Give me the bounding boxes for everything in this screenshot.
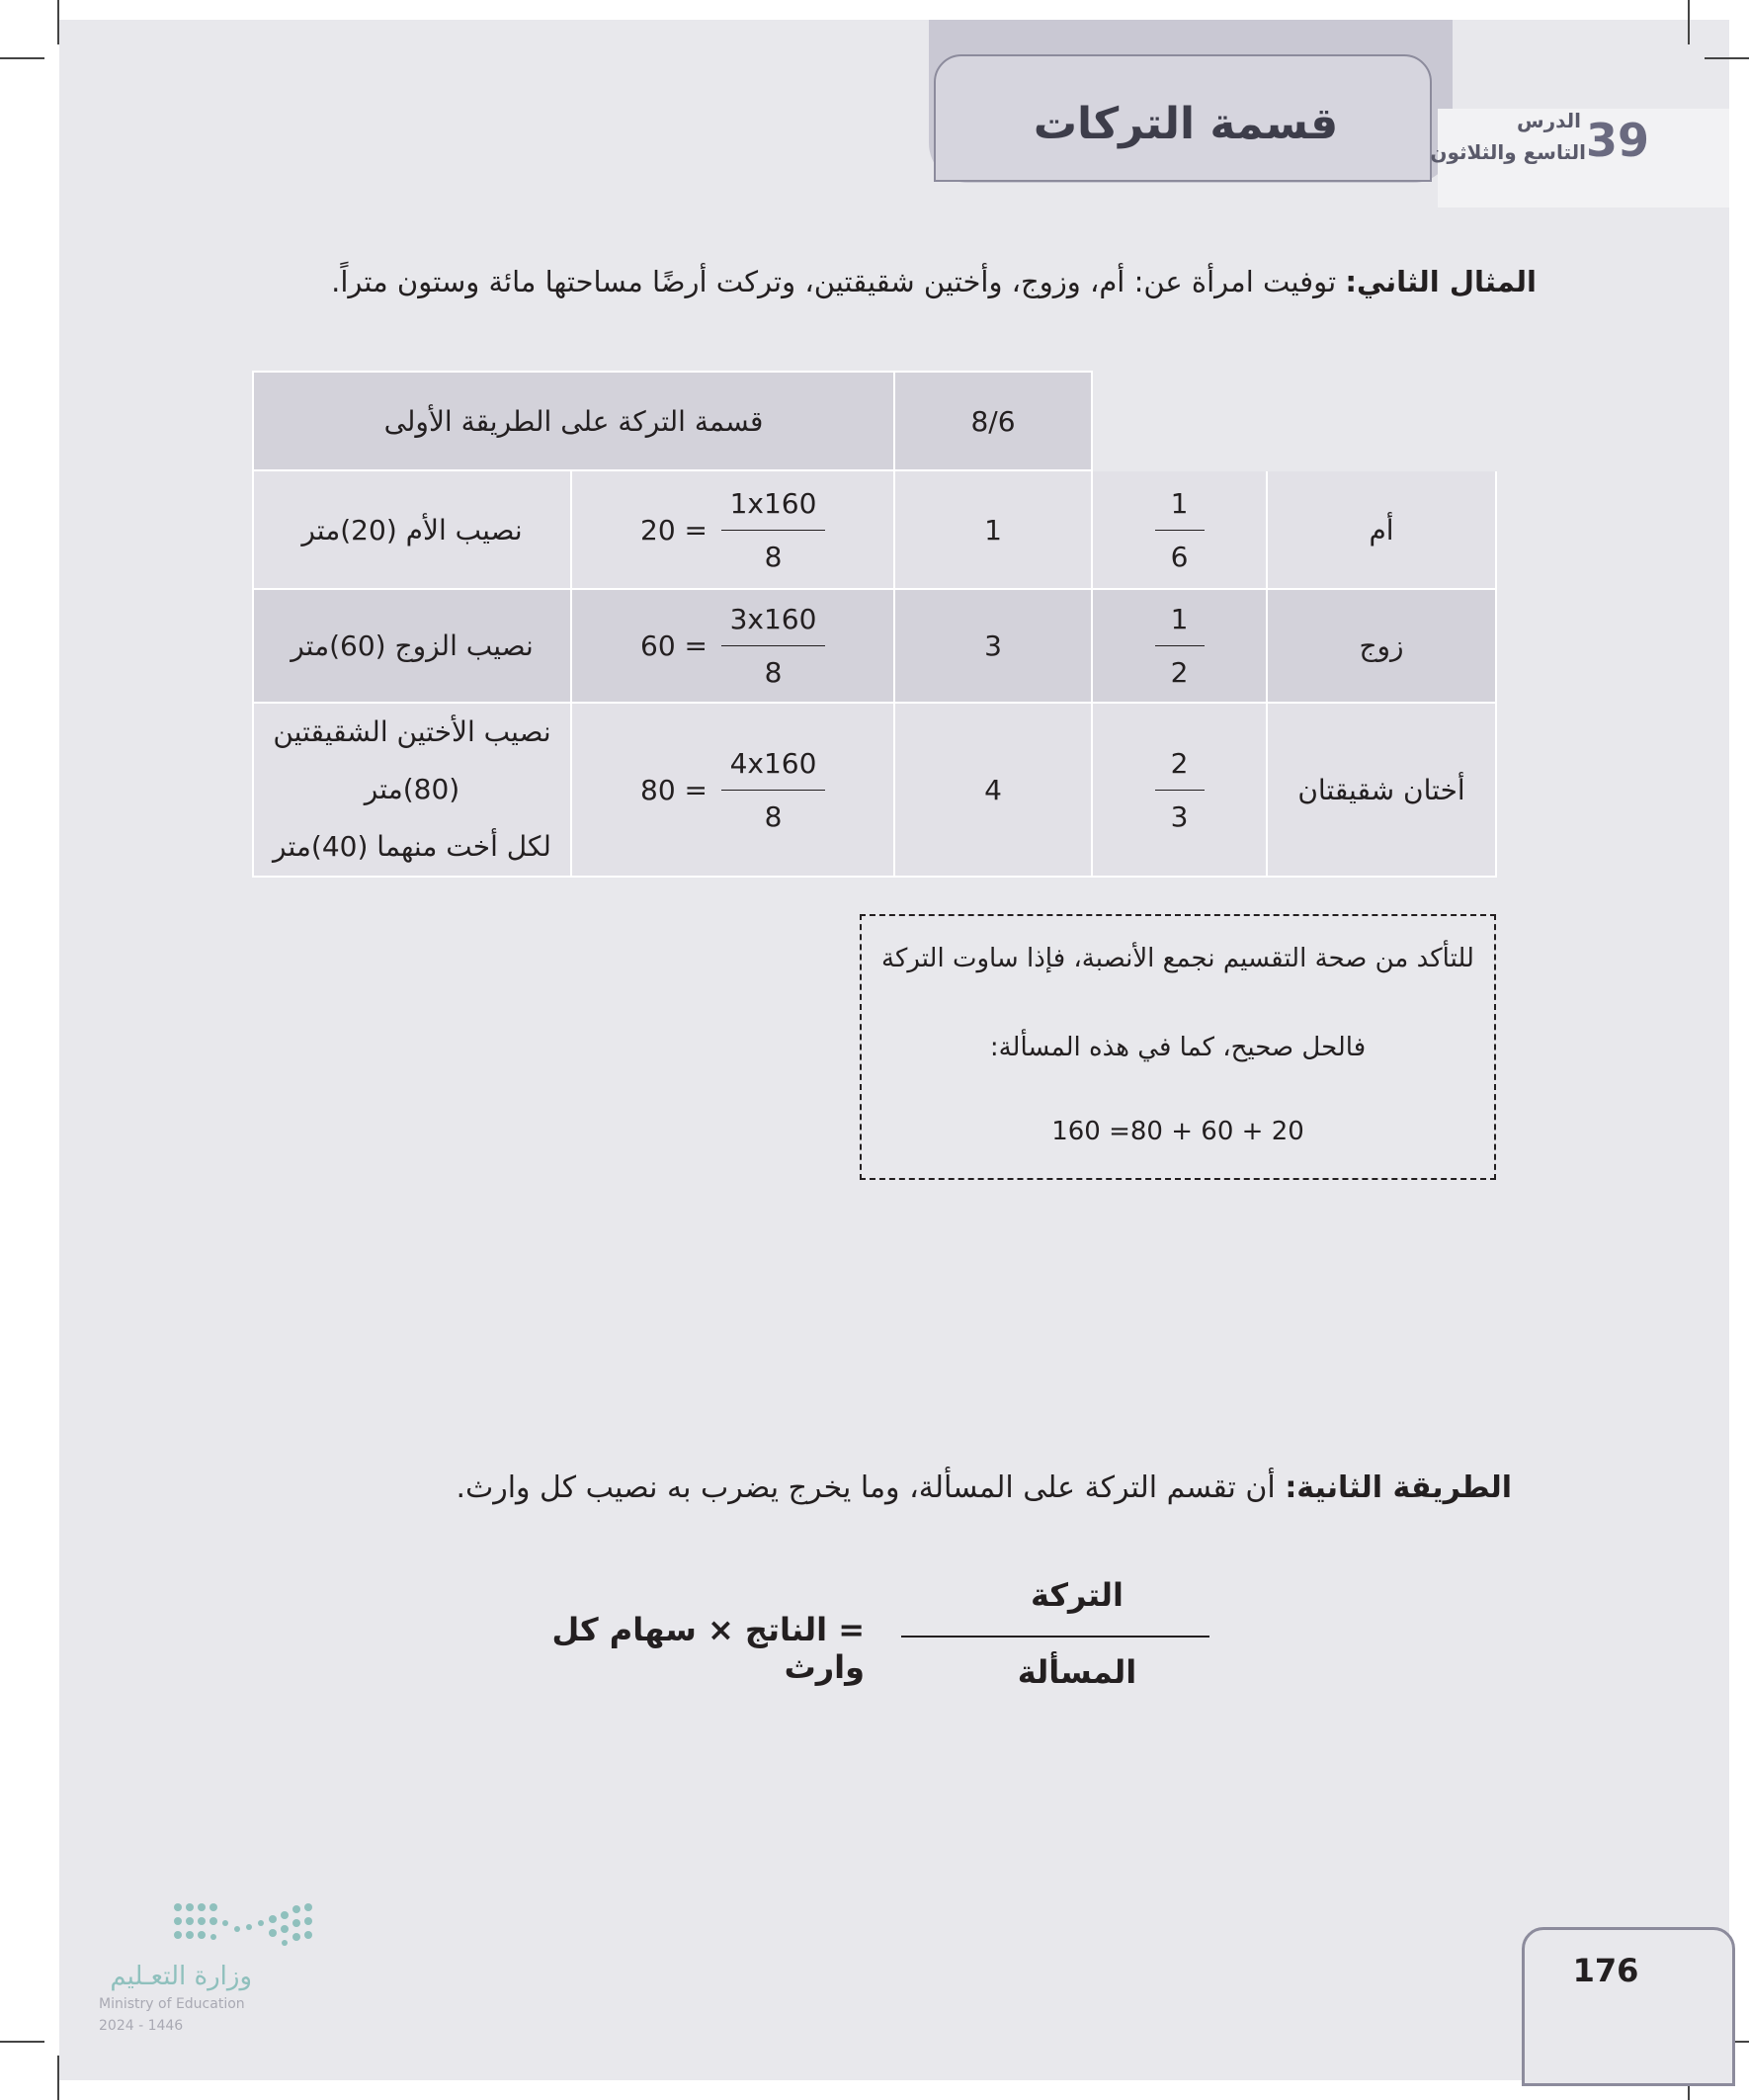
table-row xyxy=(253,703,1496,877)
empty-cell xyxy=(1092,372,1267,470)
calc-numerator: 1x160 xyxy=(729,486,817,520)
table-header-row xyxy=(253,372,1496,470)
page-number: 176 xyxy=(1572,1952,1639,1989)
crop-mark xyxy=(1705,57,1749,59)
share-denominator: 6 xyxy=(1170,540,1189,573)
example-label: المثال الثاني: xyxy=(1345,265,1537,298)
ministry-name-arabic: وزارة التعـليم xyxy=(110,1962,252,1991)
heir-cell: زوج xyxy=(1267,589,1496,703)
ministry-logo-icon xyxy=(168,1897,326,1952)
formula-fraction-bar xyxy=(901,1636,1209,1638)
share-numerator: 1 xyxy=(1170,486,1189,520)
origin-cell: 8/6 xyxy=(894,372,1092,470)
calc-denominator: 8 xyxy=(764,540,783,573)
result-line: لكل أخت منهما (40)متر xyxy=(273,830,551,863)
calc-denominator: 8 xyxy=(764,799,783,833)
lesson-word: الدرس xyxy=(1516,109,1581,132)
calc-fraction xyxy=(721,487,825,573)
calc-numerator: 4x160 xyxy=(729,746,817,780)
lesson-number: 39 xyxy=(1586,114,1650,167)
result-line: نصيب الأختين الشقيقتين xyxy=(273,715,551,748)
verification-box xyxy=(860,914,1496,1180)
calc-result: 80 = xyxy=(640,773,708,806)
calc-cell xyxy=(571,470,894,589)
share-fraction-cell xyxy=(1092,589,1267,703)
page-title: قسمة التركات xyxy=(1033,99,1339,149)
share-fraction-cell xyxy=(1092,703,1267,877)
result-cell: نصيب الأم (20)متر xyxy=(253,470,571,589)
method-title-cell: قسمة التركة على الطريقة الأولى xyxy=(253,372,894,470)
example-text: توفيت امرأة عن: أم، وزوج، وأختين شقيقتين، وتركت أرضًا مساحتها مائة وستون متراً. xyxy=(331,265,1337,298)
formula-numerator: التركة xyxy=(1031,1576,1124,1614)
calc-cell xyxy=(571,589,894,703)
second-method-label: الطريقة الثانية: xyxy=(1285,1470,1512,1505)
share-denominator: 3 xyxy=(1170,799,1189,833)
verification-sum: 160 =80 + 60 + 20 xyxy=(1051,1117,1304,1146)
formula-denominator: المسألة xyxy=(1017,1653,1137,1691)
crop-mark xyxy=(57,2056,59,2100)
calc-fraction xyxy=(721,603,825,689)
lesson-ordinal: التاسع والثلاثون xyxy=(1430,140,1586,164)
result-cell xyxy=(253,703,571,877)
second-method xyxy=(375,1470,1512,1505)
result-cell: نصيب الزوج (60)متر xyxy=(253,589,571,703)
share-numerator: 1 xyxy=(1170,603,1189,635)
share-denominator: 2 xyxy=(1170,656,1189,689)
second-method-text: أن تقسم التركة على المسألة، وما يخرج يضرب به نصيب كل وارث. xyxy=(456,1470,1276,1505)
calc-cell xyxy=(571,703,894,877)
calc-numerator: 3x160 xyxy=(729,603,817,635)
table-row xyxy=(253,589,1496,703)
calc-denominator: 8 xyxy=(764,656,783,689)
verification-line: للتأكد من صحة التقسيم نجمع الأنصبة، فإذا ساوت التركة xyxy=(881,944,1474,973)
verification-line: فالحل صحيح، كما في هذه المسألة: xyxy=(989,1033,1367,1062)
heir-cell: أختان شقيقتان xyxy=(1267,703,1496,877)
shares-cell: 1 xyxy=(894,470,1092,589)
crop-mark xyxy=(0,57,44,59)
crop-mark xyxy=(1688,0,1690,44)
calc-result: 20 = xyxy=(640,513,708,546)
empty-cell xyxy=(1267,372,1496,470)
shares-cell: 3 xyxy=(894,589,1092,703)
share-numerator: 2 xyxy=(1170,746,1189,780)
crop-mark xyxy=(0,2041,44,2043)
calc-result: 60 = xyxy=(640,630,708,662)
crop-mark xyxy=(57,0,59,44)
inheritance-table xyxy=(252,371,1497,878)
ministry-year: 2024 - 1446 xyxy=(99,2018,184,2034)
table-row xyxy=(253,470,1496,589)
result-line: (80)متر xyxy=(364,773,460,805)
ministry-name-english: Ministry of Education xyxy=(99,1996,245,2012)
share-fraction-cell xyxy=(1092,470,1267,589)
heir-cell: أم xyxy=(1267,470,1496,589)
formula-rhs: = الناتج × سهام كل وارث xyxy=(551,1611,865,1686)
example-statement xyxy=(296,265,1537,298)
shares-cell: 4 xyxy=(894,703,1092,877)
calc-fraction xyxy=(721,747,825,833)
